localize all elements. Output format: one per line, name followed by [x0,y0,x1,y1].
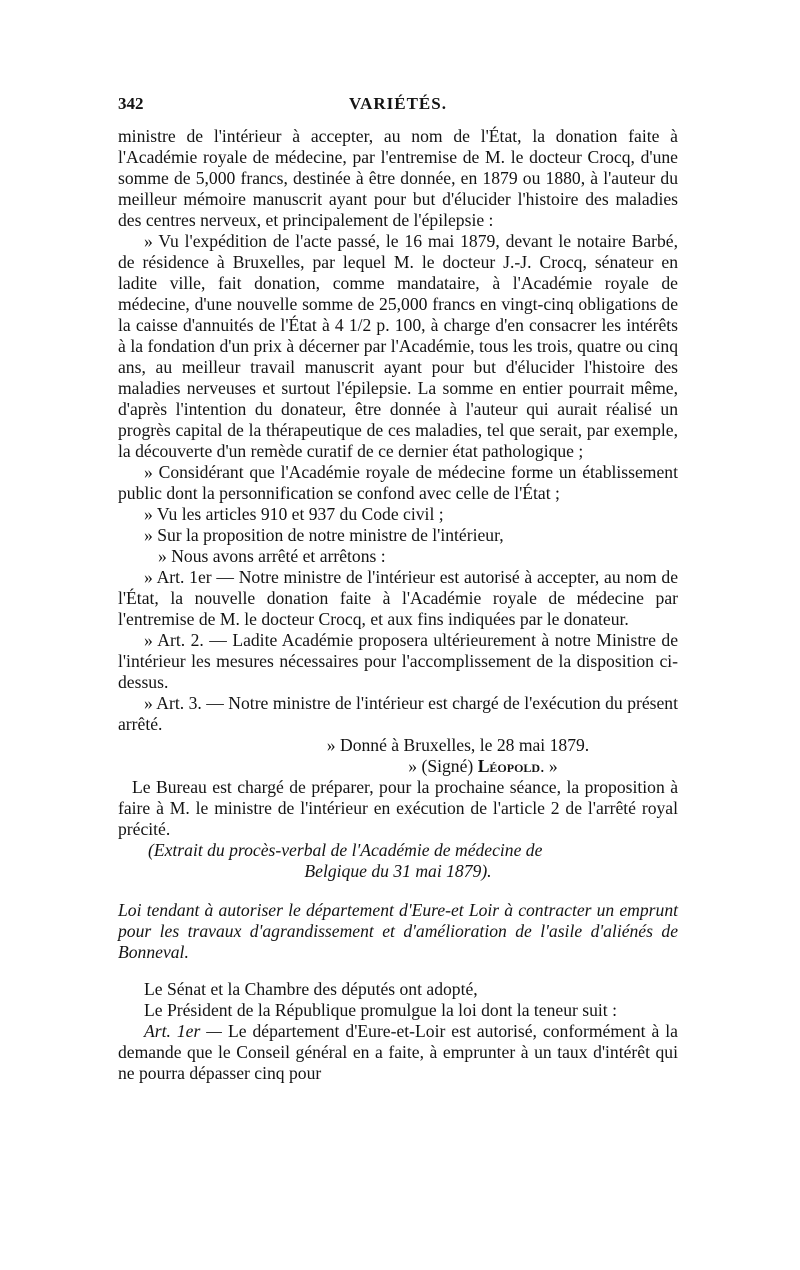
arrete-paragraph-4: » Vu les articles 910 et 937 du Code civil ; [144,504,444,524]
article-1: » Art. 1er — Notre ministre de l'intérieur est autorisé à accepter, au nom de l'État, la nouvelle donation faite à l'Académie royale de médecine par l'entremise de M. le docteur Crocq, et aux fins indiquées par le donateur. [118,567,678,629]
law-title: Loi tendant à autoriser le département d'Eure-et Loir à contracter un emprunt pour les travaux d'agrandissement et d'amélioration de l'asile d'aliénés de Bonneval. [118,900,678,962]
arrete-paragraph-1: ministre de l'intérieur à accepter, au nom de l'État, la donation faite à l'Académie royale de médecine, par l'entremise de M. le docteur Crocq, d'une somme de 5,000 francs, destinée à être donnée, en 1879 ou 1880, à l'auteur du meilleur mémoire manuscrit ayant pour but d'élucider l'histoire des maladies des centres nerveux, et principalement de l'épilepsie : [118,126,678,230]
arrete-paragraph-5: » Sur la proposition de notre ministre de l'intérieur, [144,525,504,545]
arrete-paragraph-3: » Considérant que l'Académie royale de médecine forme un établissement public dont la personnification se confond avec celle de l'État ; [118,462,678,503]
page-body [118,126,678,1084]
law-paragraph-1: Le Sénat et la Chambre des députés ont adopté, [144,979,478,999]
arrete-paragraph-2: » Vu l'expédition de l'acte passé, le 16 mai 1879, devant le notaire Barbé, de résidence à Bruxelles, par lequel M. le docteur J.-J. Crocq, sénateur en ladite ville, fait donation, comme mandataire, à l'Académie royale de médecine, d'une nouvelle somme de 25,000 francs en vingt-cinq obligations de la caisse d'annuités de l'État à 4 1/2 p. 100, à charge d'en consacrer les intérêts à la fondation d'un prix à décerner par l'Académie, tous les trois, quatre ou cinq ans, au meilleur travail manuscrit ayant pour but d'élucider l'histoire des maladies nerveuses et surtout l'épilepsie. La somme en entier pourrait même, d'après l'intention du donateur, être donnée à l'auteur qui aurait réalisé un progrès capital de la thérapeutique de ces maladies, tel que serait, par exemple, la découverte d'un remède curatif de ce dernier état pathologique ; [118,231,678,461]
source-line-1: (Extrait du procès-verbal de l'Académie de médecine de [148,840,543,860]
signed-suffix: . » [540,756,558,776]
law-paragraph-2: Le Président de la République promulgue la loi dont la teneur suit : [144,1000,617,1020]
law-article-1-label: Art. 1er — [144,1021,222,1041]
bureau-paragraph: Le Bureau est chargé de préparer, pour la prochaine séance, la proposition à faire à M. le ministre de l'intérieur en exécution de l'article 2 de l'arrêté royal précité. [118,777,678,839]
signature-line [118,756,678,777]
source-line-2: Belgique du 31 mai 1879). [304,861,492,881]
article-3: » Art. 3. — Notre ministre de l'intérieur est chargé de l'exécution du présent arrêté. [118,693,678,734]
article-2: » Art. 2. — Ladite Académie proposera ultérieurement à notre Ministre de l'intérieur les mesures nécessaires pour l'accomplissement de la disposition ci-dessus. [118,630,678,692]
signed-prefix: » (Signé) [408,756,474,776]
arrete-paragraph-6: » Nous avons arrêté et arrêtons : [158,546,386,566]
running-head: VARIÉTÉS. [349,94,447,113]
law-article-1-text: Le département d'Eure-et-Loir est autorisé, conformément à la demande que le Conseil général en a faite, à emprunter à un taux d'intérêt qui ne pourra dépasser cinq pour [118,1021,678,1083]
law-article-1 [118,1021,678,1084]
date-line: » Donné à Bruxelles, le 28 mai 1879. [326,735,590,755]
signer-name: Léopold [477,756,541,776]
page-header [118,94,678,116]
page-number: 342 [118,94,144,113]
